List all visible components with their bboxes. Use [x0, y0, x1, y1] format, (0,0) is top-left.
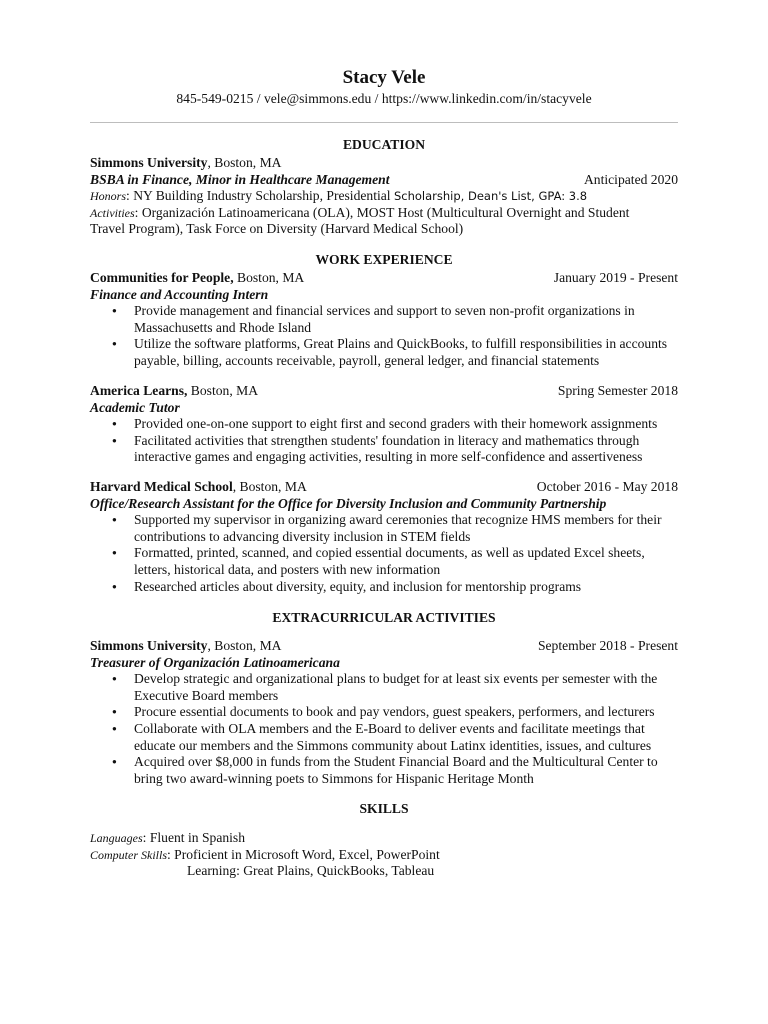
- graduation-date: Anticipated 2020: [583, 171, 678, 187]
- skills-heading: SKILLS: [359, 801, 409, 816]
- list-item: [90, 303, 678, 336]
- degree: BSBA in Finance, Minor in Healthcare Management: [90, 171, 390, 187]
- bullet-line: ● Develop strategic and organizational plans to budget for at least six events per semester with the: [134, 671, 658, 687]
- list-item: [90, 754, 678, 787]
- activities-text: : Organización Latinoamericana (OLA), MOST Host (Multicultural Overnight and Student: [134, 204, 630, 220]
- school-location: , Boston, MA: [207, 155, 282, 170]
- languages-value: : Fluent in Spanish: [142, 830, 246, 845]
- education-school-row: [90, 155, 678, 172]
- bullet-line: interactive games and engaging activities, resulting in more self-confidence and assertiveness: [134, 449, 643, 465]
- honors-line: [90, 188, 678, 205]
- honors-text-b: Scholarship, Dean's List, GPA: 3.8: [393, 189, 588, 204]
- bullet-line: payable, billing, accounts receivable, payroll, general ledger, and financial statements: [134, 352, 600, 368]
- job-location: Boston, MA: [233, 270, 305, 285]
- job-date: Spring Semester 2018: [557, 383, 678, 398]
- job-title: Academic Tutor: [90, 399, 180, 415]
- extracurricular-entry: [90, 638, 678, 787]
- bullet-line: ● Formatted, printed, scanned, and copied essential documents, as well as updated Excel sheets,: [134, 545, 645, 561]
- bullet-line: ● Supported my supervisor in organizing award ceremonies that recognize HMS members for their: [134, 512, 662, 528]
- bullet-line: Massachusetts and Rhode Island: [134, 319, 312, 335]
- job-location: Boston, MA: [187, 383, 259, 398]
- work-section: [90, 252, 678, 270]
- education-heading: EDUCATION: [342, 137, 426, 152]
- job-america-learns: [90, 383, 678, 466]
- job-communities: [90, 270, 678, 370]
- computer-skills-line: [90, 847, 678, 864]
- list-item: [90, 433, 678, 466]
- bullet-line: ● Researched articles about diversity, equity, and inclusion for mentorship programs: [134, 578, 582, 594]
- header-divider: [90, 122, 678, 123]
- job-bullets: [90, 303, 678, 369]
- job-harvard: [90, 479, 678, 595]
- education-degree-row: [90, 172, 678, 189]
- activity-location: , Boston, MA: [207, 638, 282, 653]
- bullet-line: educate our members and the Simmons community about Latinx identities, issues, and cultures: [134, 737, 652, 753]
- contact-line: 845-549-0215 / vele@simmons.edu / https://www.linkedin.com/in/stacyvele: [176, 91, 592, 106]
- bullet-line: ● Facilitated activities that strengthen students' foundation in literacy and mathematics through: [134, 432, 640, 448]
- activities-label: Activities: [90, 205, 135, 220]
- bullet-line: Executive Board members: [134, 687, 279, 703]
- job-date: January 2019 - Present: [553, 270, 678, 285]
- work-heading: WORK EXPERIENCE: [315, 252, 453, 267]
- skills-entries: [90, 830, 678, 880]
- computer-skills-value: : Proficient in Microsoft Word, Excel, PowerPoint: [167, 846, 440, 862]
- bullet-line: letters, historical data, and posters with new information: [134, 561, 441, 577]
- list-item: [90, 579, 678, 596]
- activity-bullets: [90, 671, 678, 787]
- activity-title: Treasurer of Organización Latinoamericana: [90, 654, 340, 670]
- activities-line-2: Travel Program), Task Force on Diversity (Harvard Medical School): [90, 221, 464, 237]
- job-org: Communities for People,: [90, 270, 234, 285]
- list-item: [90, 721, 678, 754]
- activity-org: Simmons University: [90, 638, 208, 653]
- bullet-line: ● Acquired over $8,000 in funds from the Student Financial Board and the Multicultural Center to: [134, 754, 658, 770]
- bullet-line: ● Provided one-on-one support to eight first and second graders with their homework assignments: [134, 416, 658, 432]
- job-bullets: [90, 416, 678, 466]
- list-item: [90, 336, 678, 369]
- honors-text: : NY Building Industry Scholarship, Presidential: [126, 188, 394, 204]
- learning-line: Learning: Great Plains, QuickBooks, Tableau: [187, 863, 435, 879]
- bullet-line: ● Utilize the software platforms, Great Plains and QuickBooks, to fulfill responsibilities in accounts: [134, 336, 668, 352]
- education-section: [90, 137, 678, 238]
- job-title: Finance and Accounting Intern: [90, 286, 269, 302]
- activity-date: September 2018 - Present: [537, 638, 678, 653]
- computer-skills-label: Computer Skills: [90, 847, 167, 862]
- skills-section: [90, 801, 678, 819]
- job-date: October 2016 - May 2018: [536, 479, 678, 494]
- activities-line: [90, 205, 678, 222]
- job-org: Harvard Medical School: [90, 479, 233, 494]
- job-bullets: [90, 512, 678, 595]
- languages-line: [90, 830, 678, 847]
- honors-label: Honors: [90, 189, 127, 204]
- job-title: Office/Research Assistant for the Office for Diversity Inclusion and Community Partnership: [90, 495, 607, 511]
- extracurricular-section: [90, 610, 678, 628]
- languages-label: Languages: [90, 831, 143, 845]
- bullet-line: ● Procure essential documents to book and pay vendors, guest speakers, performers, and lecturers: [134, 704, 655, 720]
- list-item: [90, 671, 678, 704]
- school-name: Simmons University: [90, 155, 208, 170]
- job-org: America Learns,: [90, 383, 188, 398]
- list-item: [90, 545, 678, 578]
- bullet-line: ● Collaborate with OLA members and the E-Board to deliver events and facilitate meetings that: [134, 720, 645, 736]
- candidate-name: Stacy Vele: [342, 67, 426, 88]
- list-item: [90, 704, 678, 721]
- bullet-line: bring two award-winning poets to Simmons for Hispanic Heritage Month: [134, 770, 534, 786]
- list-item: [90, 512, 678, 545]
- bullet-line: ● Provide management and financial services and support to seven non-profit organizations in: [134, 303, 635, 319]
- list-item: [90, 416, 678, 433]
- extracurricular-heading: EXTRACURRICULAR ACTIVITIES: [272, 610, 496, 625]
- bullet-line: contributions to advancing diversity inclusion in STEM fields: [134, 528, 471, 544]
- job-location: , Boston, MA: [232, 479, 307, 494]
